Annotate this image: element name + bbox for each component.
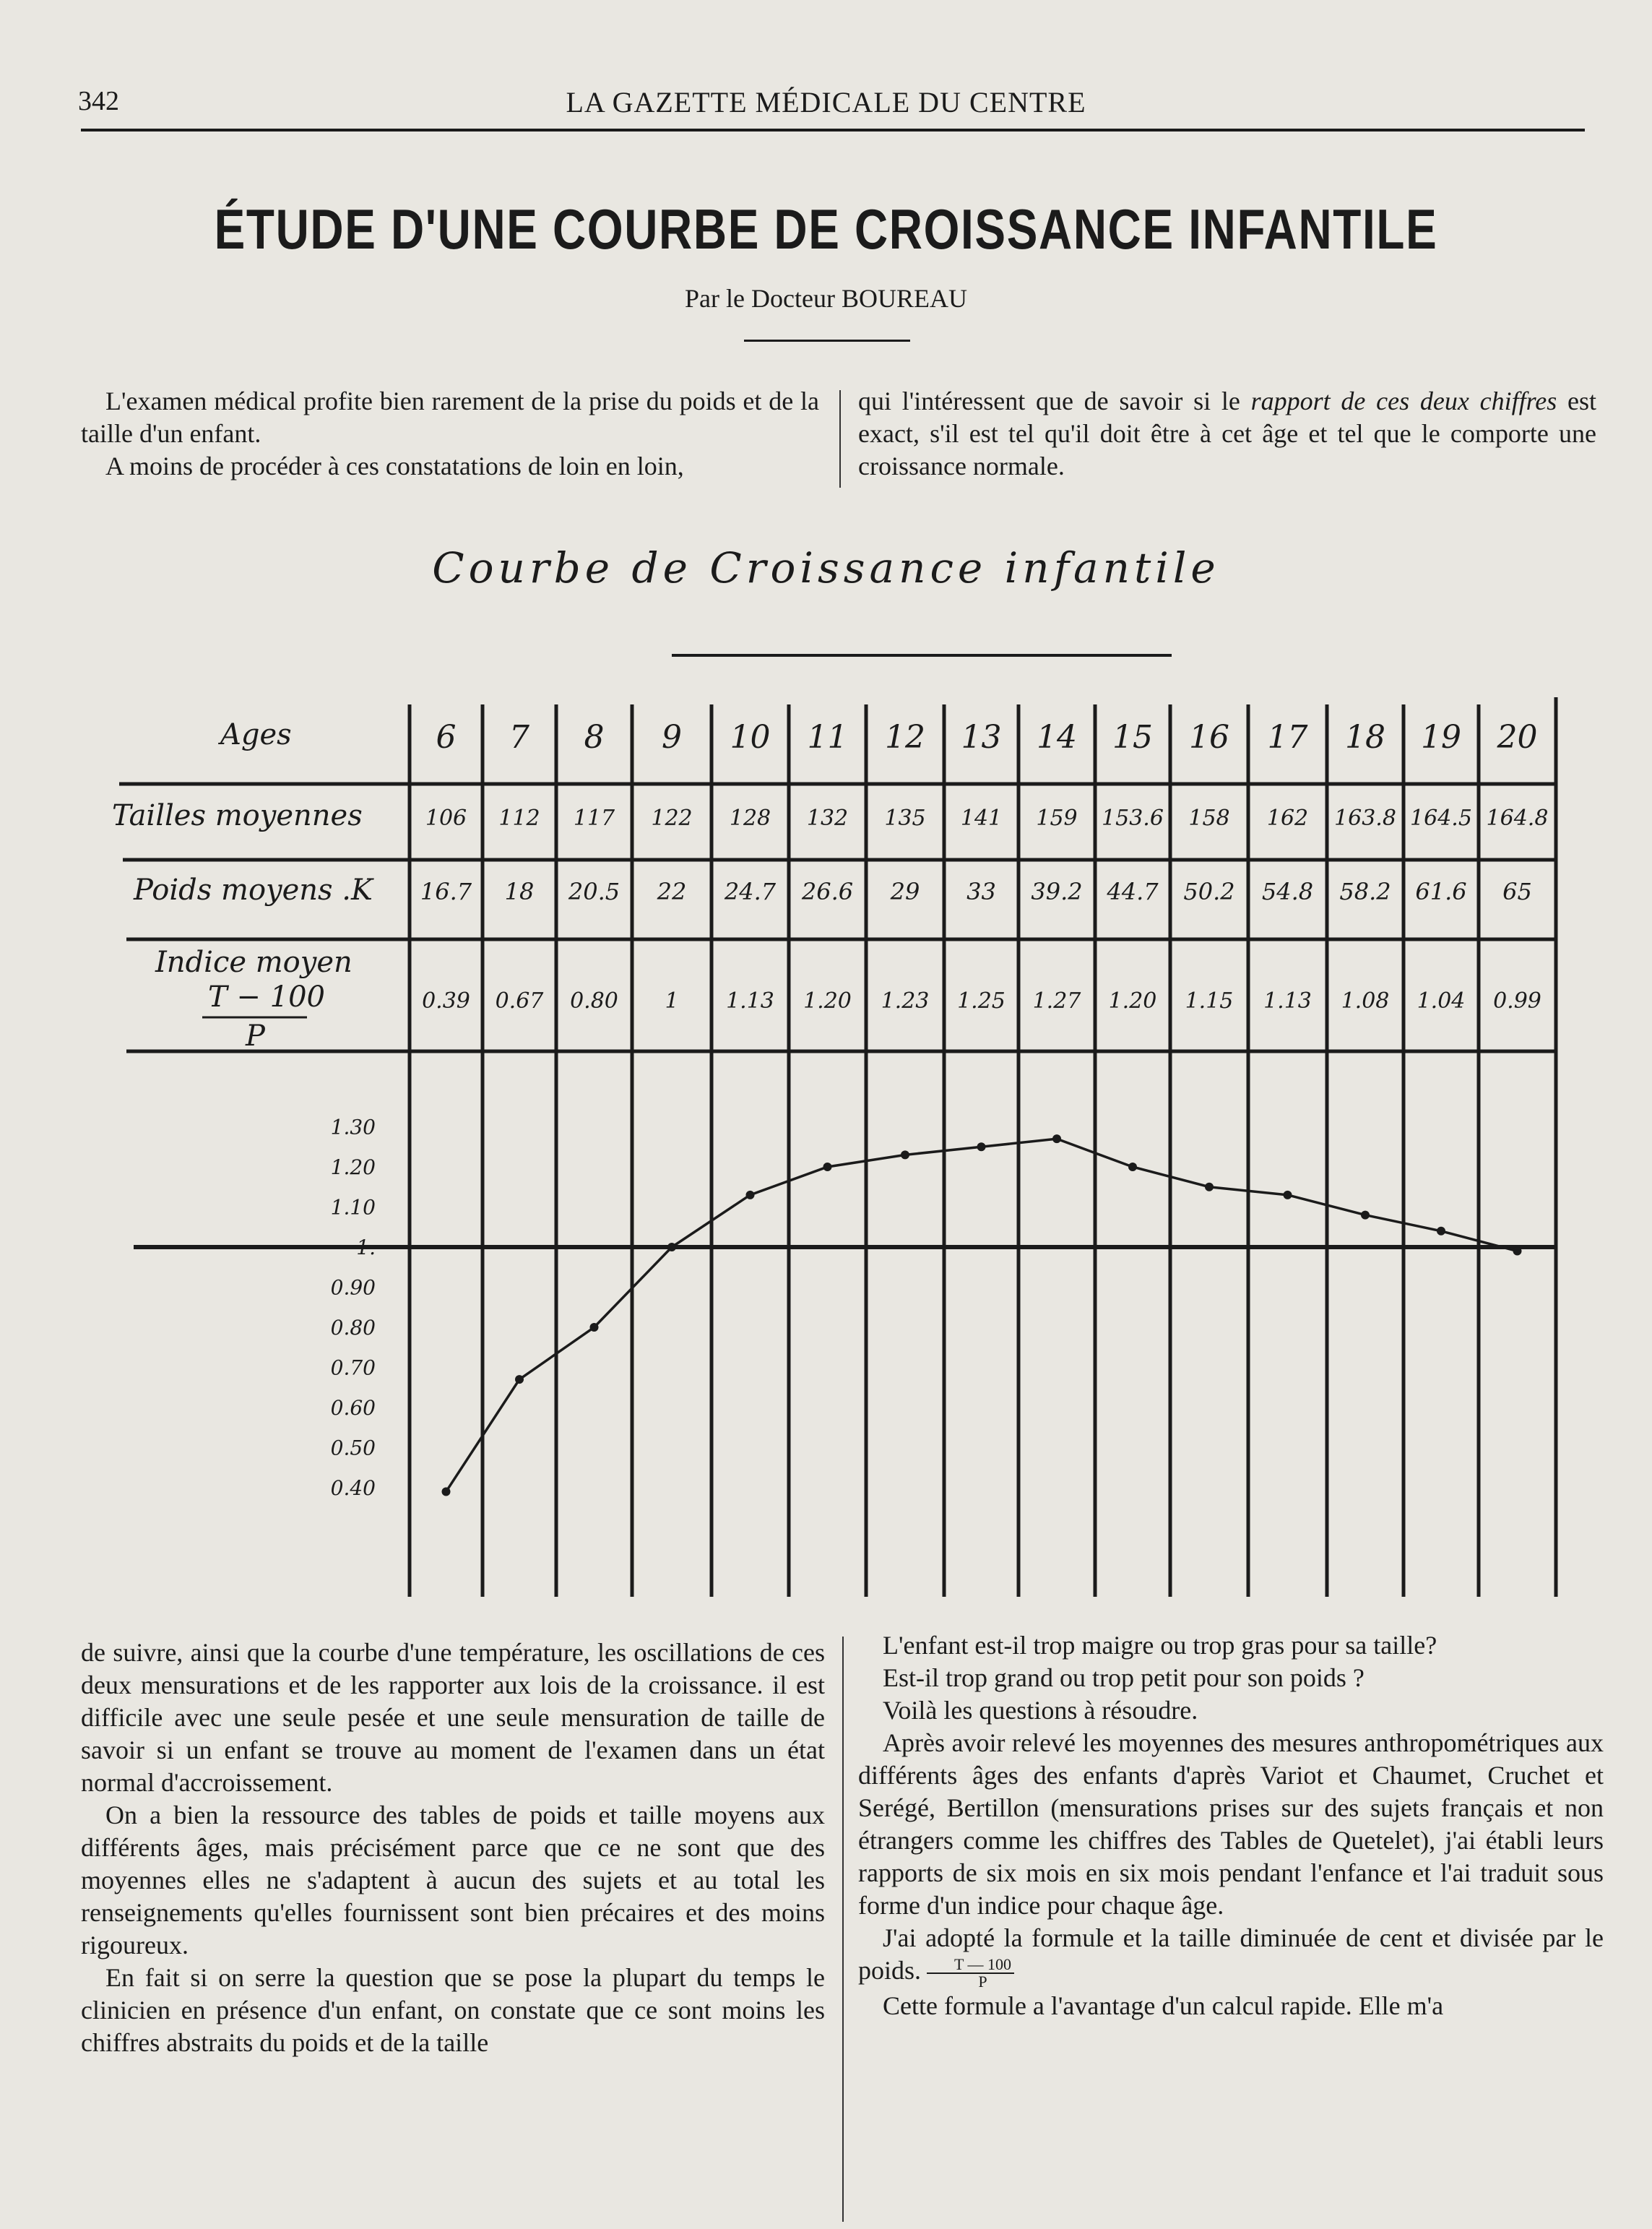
- poids-cell: 29: [890, 878, 920, 905]
- taille-cell: 141: [960, 806, 1003, 831]
- poids-cell: 61.6: [1415, 878, 1467, 905]
- data-point: [746, 1191, 755, 1199]
- indice-cell: 1.08: [1341, 988, 1390, 1014]
- indice-cell: 0.39: [422, 988, 470, 1014]
- age-cell: 8: [584, 719, 605, 756]
- indice-cell: 1.23: [881, 988, 930, 1014]
- indice-cell: 1.04: [1417, 988, 1466, 1014]
- taille-cell: 135: [884, 806, 926, 831]
- data-point: [901, 1150, 909, 1159]
- page-number: 342: [78, 86, 119, 116]
- poids-cell: 65: [1502, 878, 1532, 905]
- y-tick-label: 0.80: [330, 1316, 376, 1340]
- data-point: [1437, 1227, 1445, 1236]
- ages-label: Ages: [220, 718, 292, 751]
- poids-cell: 33: [966, 878, 996, 905]
- body-paragraph: [858, 1922, 1604, 1990]
- data-point: [515, 1375, 524, 1384]
- data-point: [1361, 1211, 1370, 1220]
- data-point: [590, 1323, 599, 1332]
- indice-cell: 1: [665, 988, 679, 1014]
- y-tick-label: 1.10: [330, 1195, 376, 1220]
- y-tick-label: 1.: [356, 1236, 376, 1259]
- indice-cell: 1.20: [803, 988, 852, 1014]
- y-ticks: [331, 1116, 376, 1501]
- body-paragraph: L'enfant est-il trop maigre ou trop gras pour sa taille?: [883, 1631, 1437, 1660]
- data-point: [1205, 1183, 1214, 1191]
- column-divider: [842, 1637, 844, 2222]
- data-point: [977, 1142, 986, 1151]
- indice-cell: 1.27: [1032, 988, 1081, 1014]
- taille-cell: 164.8: [1486, 806, 1549, 831]
- data-point: [823, 1163, 832, 1171]
- poids-cell: 26.6: [801, 878, 854, 905]
- y-tick-label: 1.20: [330, 1155, 376, 1179]
- age-cell: 9: [662, 719, 682, 756]
- age-cell: 12: [885, 719, 925, 756]
- indice-cell: 0.99: [1493, 988, 1541, 1014]
- poids-cell: 18: [504, 878, 535, 905]
- data-point: [1052, 1134, 1061, 1143]
- y-tick-label: 0.60: [330, 1396, 376, 1420]
- poids-cell: 39.2: [1031, 878, 1083, 905]
- formula-numerator: T — 100: [927, 1957, 1014, 1974]
- taille-cell: 128: [729, 806, 771, 831]
- table-cells: [420, 719, 1549, 1014]
- taille-cell: 112: [498, 806, 540, 831]
- formula-denominator: P: [978, 1972, 987, 1991]
- indice-denominator: P: [246, 1019, 265, 1053]
- y-tick-label: 0.50: [330, 1436, 376, 1460]
- data-point: [1128, 1163, 1137, 1171]
- taille-cell: 117: [573, 806, 615, 831]
- indice-cell: 1.25: [957, 988, 1006, 1014]
- y-tick-label: 0.40: [330, 1476, 376, 1500]
- y-tick-label: 0.90: [330, 1275, 376, 1300]
- taille-cell: 106: [425, 806, 467, 831]
- plot-area: [442, 1134, 1522, 1496]
- age-cell: 11: [807, 719, 848, 756]
- body-paragraph: Cette formule a l'avantage d'un calcul rapide. Elle m'a: [883, 1991, 1444, 2020]
- body-paragraph: Après avoir relevé les moyennes des mesures anthropométriques aux différents âges des enfants d'après Variot et Chaumet, Cruchet et Serégé, Bertillon (mensurations prises sur des sujets français et non étrangers comme les chiffres des Tables de Quetelet), j'ai établi leurs rapports de six mois en six mois pendant l'enfance et l'ai traduit sous forme d'un indice pour chaque âge.: [858, 1728, 1604, 1920]
- poids-cell: 44.7: [1107, 878, 1159, 905]
- formula: [927, 1954, 1014, 1991]
- age-cell: 7: [509, 719, 529, 756]
- indice-cell: 0.80: [570, 988, 618, 1014]
- body-paragraph: Voilà les questions à résoudre.: [883, 1696, 1198, 1725]
- poids-cell: 22: [657, 878, 687, 905]
- age-cell: 18: [1345, 719, 1385, 756]
- intro-emphasis: rapport de ces deux chiffres: [1250, 387, 1557, 415]
- age-cell: 15: [1112, 719, 1153, 756]
- running-head: LA GAZETTE MÉDICALE DU CENTRE: [566, 86, 1086, 118]
- indice-numerator: T − 100: [208, 980, 325, 1014]
- article-title: ÉTUDE D'UNE COURBE DE CROISSANCE INFANTILE: [214, 197, 1438, 261]
- taille-cell: 162: [1266, 806, 1309, 831]
- age-cell: 6: [436, 719, 457, 756]
- body-right-column: [858, 1629, 1604, 2022]
- indice-label: Indice moyen: [155, 946, 353, 979]
- row-labels: [112, 718, 374, 1053]
- chart-title: Courbe de Croissance infantile: [432, 543, 1220, 592]
- data-point: [667, 1243, 676, 1251]
- byline: Par le Docteur BOUREAU: [685, 284, 967, 313]
- y-tick-label: 0.70: [330, 1355, 376, 1380]
- intro-text: est exact, s'il est tel qu'il doit être à cet âge et tel que le comporte une croissance normale.: [858, 387, 1597, 480]
- poids-cell: 16.7: [420, 878, 472, 905]
- age-cell: 17: [1267, 719, 1308, 756]
- age-cell: 10: [730, 719, 771, 756]
- age-cell: 16: [1189, 719, 1229, 756]
- taille-cell: 159: [1036, 806, 1078, 831]
- body-paragraph: On a bien la ressource des tables de poids et taille moyens aux différents âges, mais précisément parce que ce ne sont que des moyennes elles ne s'adaptent à aucun des sujets et au total les renseignements qu'elles fournissent sont bien précaires et des moins rigoureux.: [81, 1801, 825, 1959]
- data-point: [1513, 1247, 1522, 1256]
- taille-cell: 132: [806, 806, 849, 831]
- data-point: [1284, 1191, 1292, 1199]
- poids-cell: 54.8: [1261, 878, 1314, 905]
- poids-cell: 24.7: [724, 878, 777, 905]
- taille-cell: 163.8: [1334, 806, 1396, 831]
- body-paragraph: En fait si on serre la question que se pose la plupart du temps le clinicien en présence d'un enfant, on constate que ce sont moins les chiffres abstraits du poids et de la taille: [81, 1963, 825, 2057]
- taille-cell: 153.6: [1102, 806, 1164, 831]
- body-paragraph: Est-il trop grand ou trop petit pour son poids ?: [883, 1663, 1365, 1692]
- taille-cell: 122: [651, 806, 693, 831]
- formula-sentence: J'ai adopté la formule et la taille diminuée de cent et divisée par le poids.: [858, 1923, 1604, 1985]
- data-point: [442, 1488, 451, 1496]
- indice-cell: 1.13: [726, 988, 774, 1014]
- poids-cell: 58.2: [1339, 878, 1391, 905]
- poids-cell: 20.5: [568, 878, 620, 905]
- taille-cell: 158: [1188, 806, 1230, 831]
- intro-paragraph: L'examen médical profite bien rarement de la prise du poids et de la taille d'un enfant.: [81, 387, 819, 448]
- intro-text: qui l'intéressent que de savoir si le: [858, 387, 1240, 415]
- indice-cell: 1.15: [1185, 988, 1234, 1014]
- tailles-label: Tailles moyennes: [112, 799, 363, 832]
- poids-cell: 50.2: [1183, 878, 1235, 905]
- body-left-column: [81, 1637, 825, 2059]
- indice-cell: 1.13: [1263, 988, 1312, 1014]
- age-cell: 19: [1421, 719, 1461, 756]
- poids-label: Poids moyens .K: [134, 874, 373, 907]
- age-cell: 20: [1497, 719, 1538, 756]
- indice-cell: 1.20: [1108, 988, 1157, 1014]
- intro-paragraph: A moins de procéder à ces constatations de loin en loin,: [105, 452, 684, 480]
- indice-series-line: [446, 1139, 1518, 1491]
- y-tick-label: 1.30: [330, 1115, 376, 1139]
- age-cell: 14: [1037, 719, 1077, 756]
- body-paragraph: de suivre, ainsi que la courbe d'une température, les oscillations de ces deux mensurations et de les rapporter aux lois de la croissance. il est difficile avec une seule pesée et une seule mensuration de taille de savoir si un enfant se trouve au moment de l'examen dans un état normal d'accroissement.: [81, 1638, 825, 1797]
- taille-cell: 164.5: [1410, 806, 1472, 831]
- age-cell: 13: [961, 719, 1002, 756]
- indice-cell: 0.67: [495, 988, 544, 1014]
